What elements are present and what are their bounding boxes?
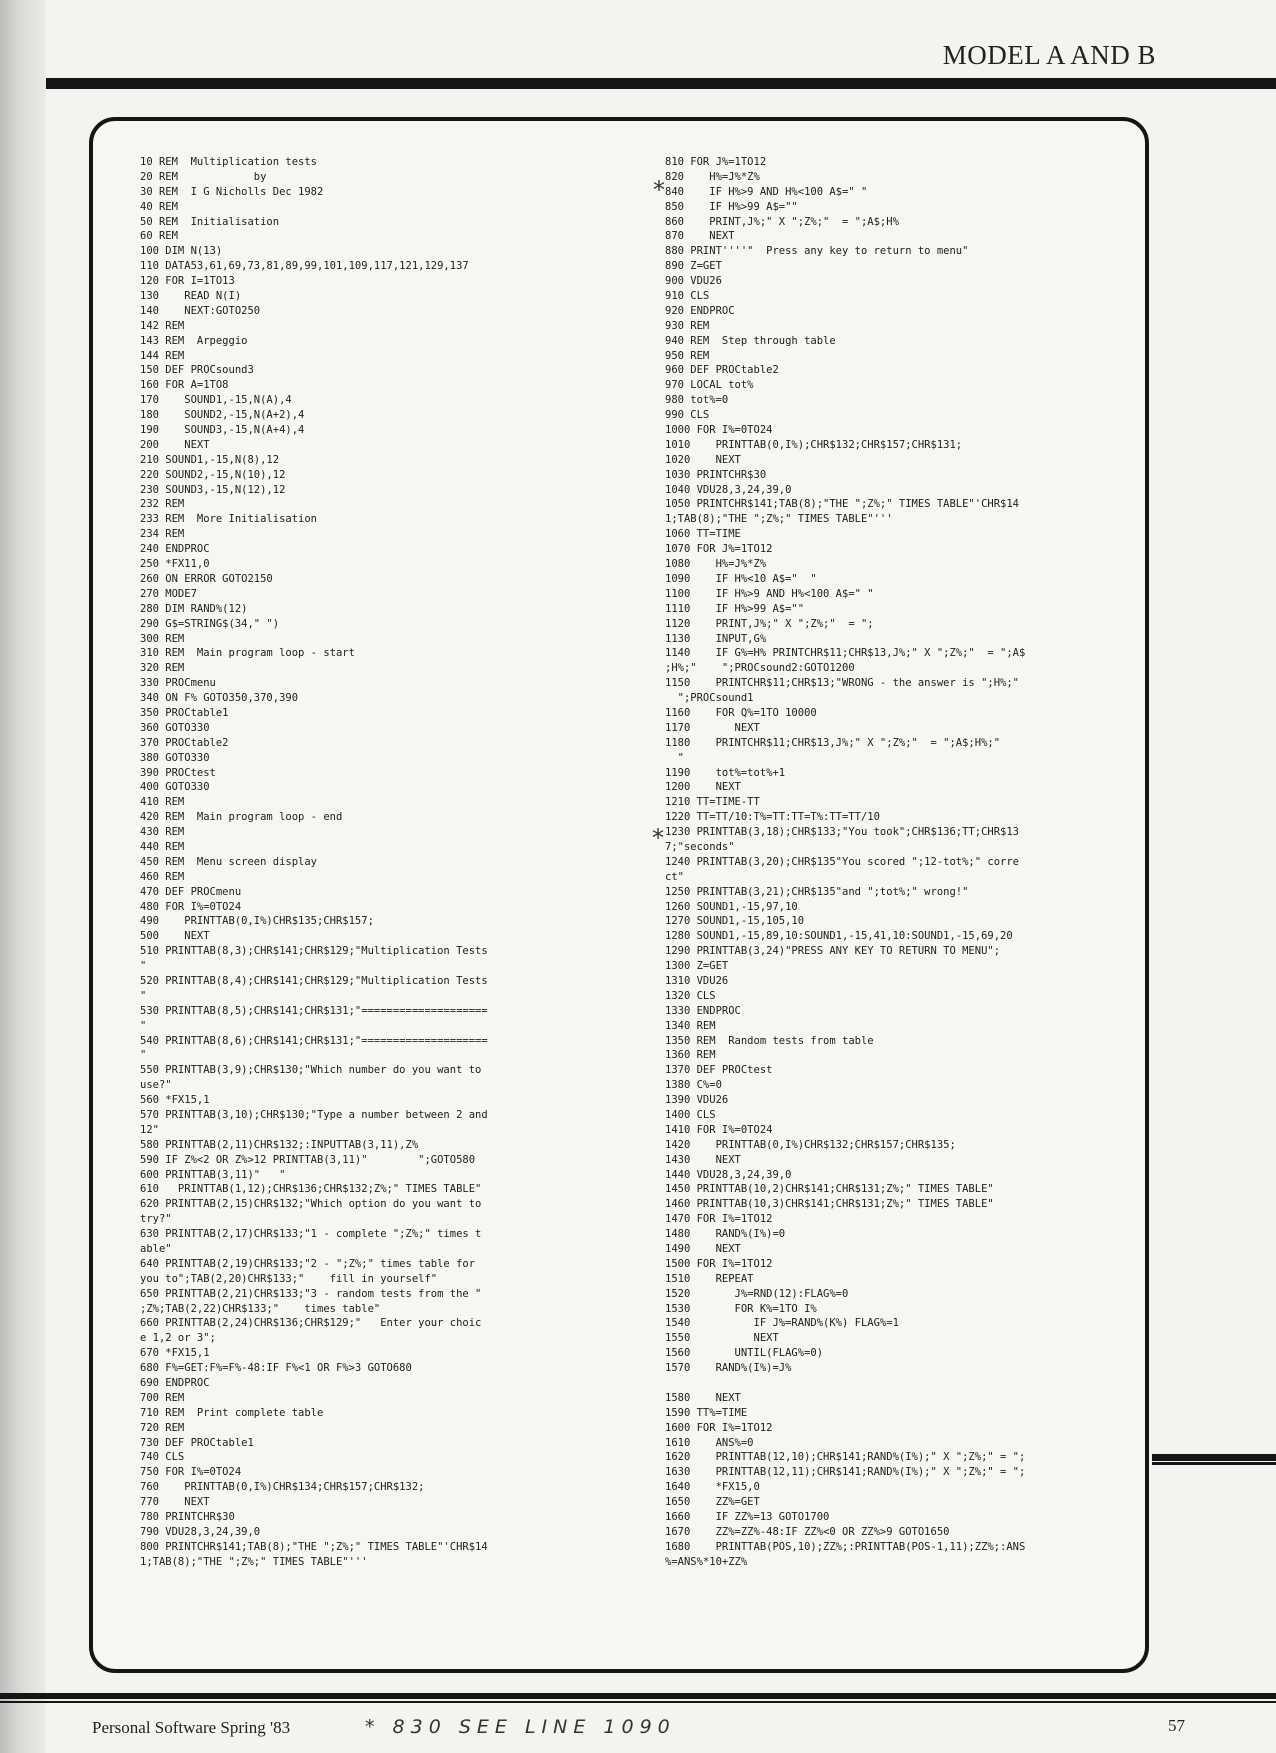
code-line: 140 NEXT:GOTO250	[140, 304, 261, 317]
code-line: 1440 VDU28,3,24,39,0	[665, 1168, 792, 1181]
code-line: "	[140, 1049, 147, 1062]
code-line: 820 H%=J%*Z%	[665, 170, 760, 183]
code-line: 310 REM Main program loop - start	[140, 647, 355, 660]
code-line	[665, 1376, 1115, 1391]
code-line: 300 REM	[140, 632, 185, 645]
code-line: 350 PROCtable1	[140, 706, 229, 719]
code-line: ct"	[665, 870, 684, 883]
code-line: 232 REM	[140, 498, 185, 511]
code-line: 290 G$=STRING$(34," ")	[140, 617, 280, 630]
code-line: 590 IF Z%<2 OR Z%>12 PRINTTAB(3,11)" ";GOTO580	[140, 1153, 476, 1166]
code-line: 1030 PRINTCHR$30	[665, 468, 767, 481]
code-line: use?"	[140, 1079, 172, 1092]
code-line: 1400 CLS	[665, 1109, 716, 1121]
code-line: 1350 REM Random tests from table	[665, 1034, 874, 1047]
code-line: you to";TAB(2,20)CHR$133;" fill in yourself"	[140, 1272, 438, 1285]
listing-left-column	[140, 155, 590, 1570]
code-line: 460 REM	[140, 870, 185, 883]
code-line: 1280 SOUND1,-15,89,10:SOUND1,-15,41,10:SOUND1,-15,69,20	[665, 930, 1013, 943]
code-line: 1450 PRINTTAB(10,2)CHR$141;CHR$131;Z%;" TIMES TABLE"	[665, 1183, 994, 1196]
code-line: 142 REM	[140, 319, 185, 332]
code-line: 30 REM I G Nicholls Dec 1982	[140, 185, 324, 198]
code-line: 530 PRINTTAB(8,5);CHR$141;CHR$131;"====================	[140, 1004, 488, 1017]
code-line: 240 ENDPROC	[140, 543, 210, 556]
code-line: 1220 TT=TT/10:T%=TT:TT=T%:TT=TT/10	[665, 811, 880, 824]
code-line: 340 ON F% GOTO350,370,390	[140, 692, 299, 705]
code-line: 7;"seconds"	[665, 840, 735, 853]
code-line: 610 PRINTTAB(1,12);CHR$136;CHR$132;Z%;" TIMES TABLE"	[140, 1183, 482, 1196]
code-line: 234 REM	[140, 528, 185, 541]
code-line: 760 PRINTTAB(0,I%)CHR$134;CHR$157;CHR$132;	[140, 1481, 425, 1494]
code-line: 980 tot%=0	[665, 394, 729, 407]
code-line: 1150 PRINTCHR$11;CHR$13;"WRONG - the answer is ";H%;"	[665, 677, 1020, 690]
side-tab-rule	[1152, 1454, 1276, 1461]
code-line: 640 PRINTTAB(2,19)CHR$133;"2 - ";Z%;" times table for	[140, 1257, 476, 1270]
code-line: 1480 RAND%(I%)=0	[665, 1228, 786, 1241]
code-line: 450 REM Menu screen display	[140, 855, 318, 868]
code-line: 320 REM	[140, 662, 185, 675]
code-line: 250 *FX11,0	[140, 558, 210, 571]
code-line: 200 NEXT	[140, 438, 210, 451]
code-line: 780 PRINTCHR$30	[140, 1511, 235, 1524]
code-line: 1010 PRINTTAB(0,I%);CHR$132;CHR$157;CHR$131;	[665, 438, 963, 451]
code-line: 130 READ N(I)	[140, 290, 242, 303]
code-line: 1650 ZZ%=GET	[665, 1496, 760, 1509]
code-line: 1460 PRINTTAB(10,3)CHR$141;CHR$131;Z%;" TIMES TABLE"	[665, 1198, 994, 1211]
code-line: 490 PRINTTAB(0,I%)CHR$135;CHR$157;	[140, 915, 374, 928]
page-spine-shadow	[0, 0, 46, 1753]
code-line: 870 NEXT	[665, 230, 735, 243]
code-line: 570 PRINTTAB(3,10);CHR$130;"Type a number between 2 and	[140, 1109, 488, 1121]
code-line: 400 GOTO330	[140, 781, 210, 794]
code-line: 990 CLS	[665, 409, 710, 422]
code-line: 550 PRINTTAB(3,9);CHR$130;"Which number do you want to	[140, 1064, 482, 1077]
code-line: 810 FOR J%=1TO12	[665, 156, 767, 168]
code-line: 360 GOTO330	[140, 721, 210, 734]
code-line: ;H%;" ";PROCsound2:GOTO1200	[665, 662, 855, 675]
code-line: 280 DIM RAND%(12)	[140, 602, 248, 615]
code-line: 1680 PRINTTAB(POS,10);ZZ%;:PRINTTAB(POS-1,11);ZZ%;:ANS	[665, 1540, 1026, 1553]
header-rule	[46, 78, 1276, 89]
code-line: try?"	[140, 1213, 172, 1226]
code-line: 1190 tot%=tot%+1	[665, 766, 786, 779]
code-line: 480 FOR I%=0TO24	[140, 900, 242, 913]
code-line: 700 REM	[140, 1391, 185, 1404]
code-line: 1520 J%=RND(12):FLAG%=0	[665, 1287, 849, 1300]
code-line: 50 REM Initialisation	[140, 215, 280, 228]
code-line: 20 REM by	[140, 170, 267, 183]
code-line: 680 F%=GET:F%=F%-48:IF F%<1 OR F%>3 GOTO680	[140, 1362, 412, 1375]
code-line: 1640 *FX15,0	[665, 1481, 760, 1494]
code-line: 860 PRINT,J%;" X ";Z%;" = ";A$;H%	[665, 215, 899, 228]
code-line: 1250 PRINTTAB(3,21);CHR$135"and ";tot%;" wrong!"	[665, 885, 969, 898]
code-line: 440 REM	[140, 840, 185, 853]
code-line: 60 REM	[140, 230, 178, 243]
code-line: 1430 NEXT	[665, 1153, 741, 1166]
code-line: 650 PRINTTAB(2,21)CHR$133;"3 - random tests from the "	[140, 1287, 482, 1300]
handwritten-asterisk-line-1090: *	[652, 824, 664, 852]
code-line: 1120 PRINT,J%;" X ";Z%;" = ";	[665, 617, 874, 630]
code-line: 800 PRINTCHR$141;TAB(8);"THE ";Z%;" TIMES TABLE"'CHR$14	[140, 1540, 488, 1553]
code-line: e 1,2 or 3";	[140, 1332, 216, 1345]
footer-handwritten-note: * 830 SEE LINE 1090	[365, 1716, 676, 1738]
code-line: 150 DEF PROCsound3	[140, 364, 254, 377]
code-line: 220 SOUND2,-15,N(10),12	[140, 468, 286, 481]
code-line: 1050 PRINTCHR$141;TAB(8);"THE ";Z%;" TIMES TABLE"'CHR$14	[665, 498, 1020, 511]
code-line: 850 IF H%>99 A$=""	[665, 200, 798, 213]
code-line: 1260 SOUND1,-15,97,10	[665, 900, 798, 913]
code-line: 1610 ANS%=0	[665, 1436, 754, 1449]
code-line: 390 PROCtest	[140, 766, 216, 779]
code-line: 630 PRINTTAB(2,17)CHR$133;"1 - complete ";Z%;" times t	[140, 1228, 482, 1241]
code-line: 960 DEF PROCtable2	[665, 364, 779, 377]
page-header-title: MODEL A AND B	[942, 40, 1156, 70]
code-line: 420 REM Main program loop - end	[140, 811, 343, 824]
code-line: 540 PRINTTAB(8,6);CHR$141;CHR$131;"====================	[140, 1034, 488, 1047]
code-line: 1290 PRINTTAB(3,24)"PRESS ANY KEY TO RETURN TO MENU";	[665, 945, 1001, 958]
code-line: 260 ON ERROR GOTO2150	[140, 572, 273, 585]
listing-right-column	[665, 155, 1115, 1570]
code-line: 1420 PRINTTAB(0,I%)CHR$132;CHR$157;CHR$135;	[665, 1138, 956, 1151]
code-line: 410 REM	[140, 796, 185, 809]
code-line: 1600 FOR I%=1TO12	[665, 1421, 773, 1434]
code-line: "	[140, 989, 147, 1002]
code-line: 1110 IF H%>99 A$=""	[665, 602, 805, 615]
footer-publication: Personal Software Spring '83	[92, 1718, 291, 1737]
code-line: 170 SOUND1,-15,N(A),4	[140, 394, 292, 407]
code-line: "	[140, 960, 147, 973]
code-line: 1410 FOR I%=0TO24	[665, 1123, 773, 1136]
code-line: 1300 Z=GET	[665, 960, 729, 973]
code-line: 1070 FOR J%=1TO12	[665, 543, 773, 556]
code-line: 1080 H%=J%*Z%	[665, 558, 767, 571]
code-line: 1510 REPEAT	[665, 1272, 754, 1285]
code-line: %=ANS%*10+ZZ%	[665, 1555, 748, 1568]
code-line: 1;TAB(8);"THE ";Z%;" TIMES TABLE"'''	[140, 1555, 368, 1568]
code-line: 180 SOUND2,-15,N(A+2),4	[140, 409, 305, 422]
footer-page-number: 57	[1168, 1716, 1185, 1735]
code-line: 1200 NEXT	[665, 781, 741, 794]
code-line: 1090 IF H%<10 A$=" "	[665, 572, 817, 585]
code-line: 1040 VDU28,3,24,39,0	[665, 483, 792, 496]
code-line: 910 CLS	[665, 290, 710, 303]
code-line: 510 PRINTTAB(8,3);CHR$141;CHR$129;"Multiplication Tests	[140, 945, 488, 958]
side-tab-rule-thin	[1152, 1462, 1276, 1465]
code-line: 750 FOR I%=0TO24	[140, 1466, 242, 1479]
code-line: 160 FOR A=1TO8	[140, 379, 229, 392]
code-line: 1340 REM	[665, 1019, 716, 1032]
code-line: 730 DEF PROCtable1	[140, 1436, 254, 1449]
code-line: 1670 ZZ%=ZZ%-48:IF ZZ%<0 OR ZZ%>9 GOTO1650	[665, 1525, 950, 1538]
code-line: 330 PROCmenu	[140, 677, 216, 690]
code-line: 500 NEXT	[140, 930, 210, 943]
code-line: 1210 TT=TIME-TT	[665, 796, 760, 809]
code-line: 950 REM	[665, 349, 710, 362]
code-line: 1530 FOR K%=1TO I%	[665, 1302, 817, 1315]
code-line: 1360 REM	[665, 1049, 716, 1062]
code-line: 580 PRINTTAB(2,11)CHR$132;:INPUTTAB(3,11),Z%	[140, 1138, 419, 1151]
code-line: 940 REM Step through table	[665, 334, 836, 347]
code-line: 600 PRINTTAB(3,11)" "	[140, 1168, 286, 1181]
code-line: 1240 PRINTTAB(3,20);CHR$135"You scored ";12-tot%;" corre	[665, 855, 1020, 868]
code-line: 1500 FOR I%=1TO12	[665, 1257, 773, 1270]
code-line: 880 PRINT''''" Press any key to return to menu"	[665, 245, 969, 258]
code-line: 790 VDU28,3,24,39,0	[140, 1525, 261, 1538]
code-line: 930 REM	[665, 319, 710, 332]
code-line: 40 REM	[140, 200, 178, 213]
code-line: 1470 FOR I%=1TO12	[665, 1213, 773, 1226]
code-line: 1490 NEXT	[665, 1243, 741, 1256]
code-line: 230 SOUND3,-15,N(12),12	[140, 483, 286, 496]
code-line: 1620 PRINTTAB(12,10);CHR$141;RAND%(I%);" X ";Z%;" = ";	[665, 1451, 1026, 1464]
code-line: 740 CLS	[140, 1451, 185, 1464]
code-line: "	[665, 751, 684, 764]
code-line: 10 REM Multiplication tests	[140, 156, 318, 168]
code-line: 190 SOUND3,-15,N(A+4),4	[140, 424, 305, 437]
footer-rule-thin	[0, 1701, 1276, 1703]
code-line: 12"	[140, 1123, 159, 1136]
code-line: 900 VDU26	[665, 275, 722, 288]
code-line: 1100 IF H%>9 AND H%<100 A$=" "	[665, 587, 874, 600]
code-line: ;Z%;TAB(2,22)CHR$133;" times table"	[140, 1302, 381, 1315]
code-line: 560 *FX15,1	[140, 1094, 210, 1107]
code-line: 1020 NEXT	[665, 453, 741, 466]
code-line: 1380 C%=0	[665, 1079, 722, 1092]
code-line: 120 FOR I=1TO13	[140, 275, 235, 288]
code-line: 690 ENDPROC	[140, 1377, 210, 1390]
code-line: 1060 TT=TIME	[665, 528, 741, 541]
code-line: 1550 NEXT	[665, 1332, 779, 1345]
code-line: 1;TAB(8);"THE ";Z%;" TIMES TABLE"'''	[665, 513, 893, 526]
code-line: 670 *FX15,1	[140, 1347, 210, 1360]
code-line: 1580 NEXT	[665, 1391, 741, 1404]
code-line: 470 DEF PROCmenu	[140, 885, 242, 898]
code-line: 210 SOUND1,-15,N(8),12	[140, 453, 280, 466]
code-line: 1320 CLS	[665, 989, 716, 1002]
code-line: 970 LOCAL tot%	[665, 379, 754, 392]
code-line: 1270 SOUND1,-15,105,10	[665, 915, 805, 928]
code-line: 1310 VDU26	[665, 974, 729, 987]
code-line: 1370 DEF PROCtest	[665, 1064, 773, 1077]
code-line: 920 ENDPROC	[665, 304, 735, 317]
code-line: 1000 FOR I%=0TO24	[665, 424, 773, 437]
code-line: 1560 UNTIL(FLAG%=0)	[665, 1347, 824, 1360]
code-line: 110 DATA53,61,69,73,81,89,99,101,109,117,121,129,137	[140, 260, 469, 273]
code-line: 380 GOTO330	[140, 751, 210, 764]
code-line: 1590 TT%=TIME	[665, 1406, 748, 1419]
code-line: 620 PRINTTAB(2,15)CHR$132;"Which option do you want to	[140, 1198, 482, 1211]
code-line: 233 REM More Initialisation	[140, 513, 318, 526]
code-line: 1330 ENDPROC	[665, 1004, 741, 1017]
code-line: 1140 IF G%=H% PRINTCHR$11;CHR$13,J%;" X ";Z%;" = ";A$	[665, 647, 1026, 660]
code-line: 430 REM	[140, 826, 185, 839]
handwritten-asterisk-line-820: *	[653, 176, 665, 204]
code-line: 710 REM Print complete table	[140, 1406, 324, 1419]
code-line: ";PROCsound1	[665, 692, 754, 705]
code-line: 1170 NEXT	[665, 721, 760, 734]
code-line: "	[140, 1019, 147, 1032]
code-line: 1160 FOR Q%=1TO 10000	[665, 706, 817, 719]
code-line: 100 DIM N(13)	[140, 245, 223, 258]
code-line: 1540 IF J%=RAND%(K%) FLAG%=1	[665, 1317, 899, 1330]
code-line: 890 Z=GET	[665, 260, 722, 273]
code-line: 143 REM Arpeggio	[140, 334, 248, 347]
code-line: 770 NEXT	[140, 1496, 210, 1509]
code-line: 1570 RAND%(I%)=J%	[665, 1362, 792, 1375]
code-line: 660 PRINTTAB(2,24)CHR$136;CHR$129;" Enter your choic	[140, 1317, 482, 1330]
footer-rule	[0, 1693, 1276, 1699]
code-line: 1130 INPUT,G%	[665, 632, 767, 645]
code-line: 840 IF H%>9 AND H%<100 A$=" "	[665, 185, 868, 198]
code-line: 270 MODE7	[140, 587, 197, 600]
code-line: 1660 IF ZZ%=13 GOTO1700	[665, 1511, 830, 1524]
code-line: 520 PRINTTAB(8,4);CHR$141;CHR$129;"Multiplication Tests	[140, 974, 488, 987]
code-line: 1230 PRINTTAB(3,18);CHR$133;"You took";CHR$136;TT;CHR$13	[665, 826, 1020, 839]
code-line: 1390 VDU26	[665, 1094, 729, 1107]
code-line: 1180 PRINTCHR$11;CHR$13,J%;" X ";Z%;" = ";A$;H%;"	[665, 736, 1001, 749]
code-line: 1630 PRINTTAB(12,11);CHR$141;RAND%(I%);" X ";Z%;" = ";	[665, 1466, 1026, 1479]
code-line: 370 PROCtable2	[140, 736, 229, 749]
code-line: 720 REM	[140, 1421, 185, 1434]
code-line: 144 REM	[140, 349, 185, 362]
code-line: able"	[140, 1243, 172, 1256]
